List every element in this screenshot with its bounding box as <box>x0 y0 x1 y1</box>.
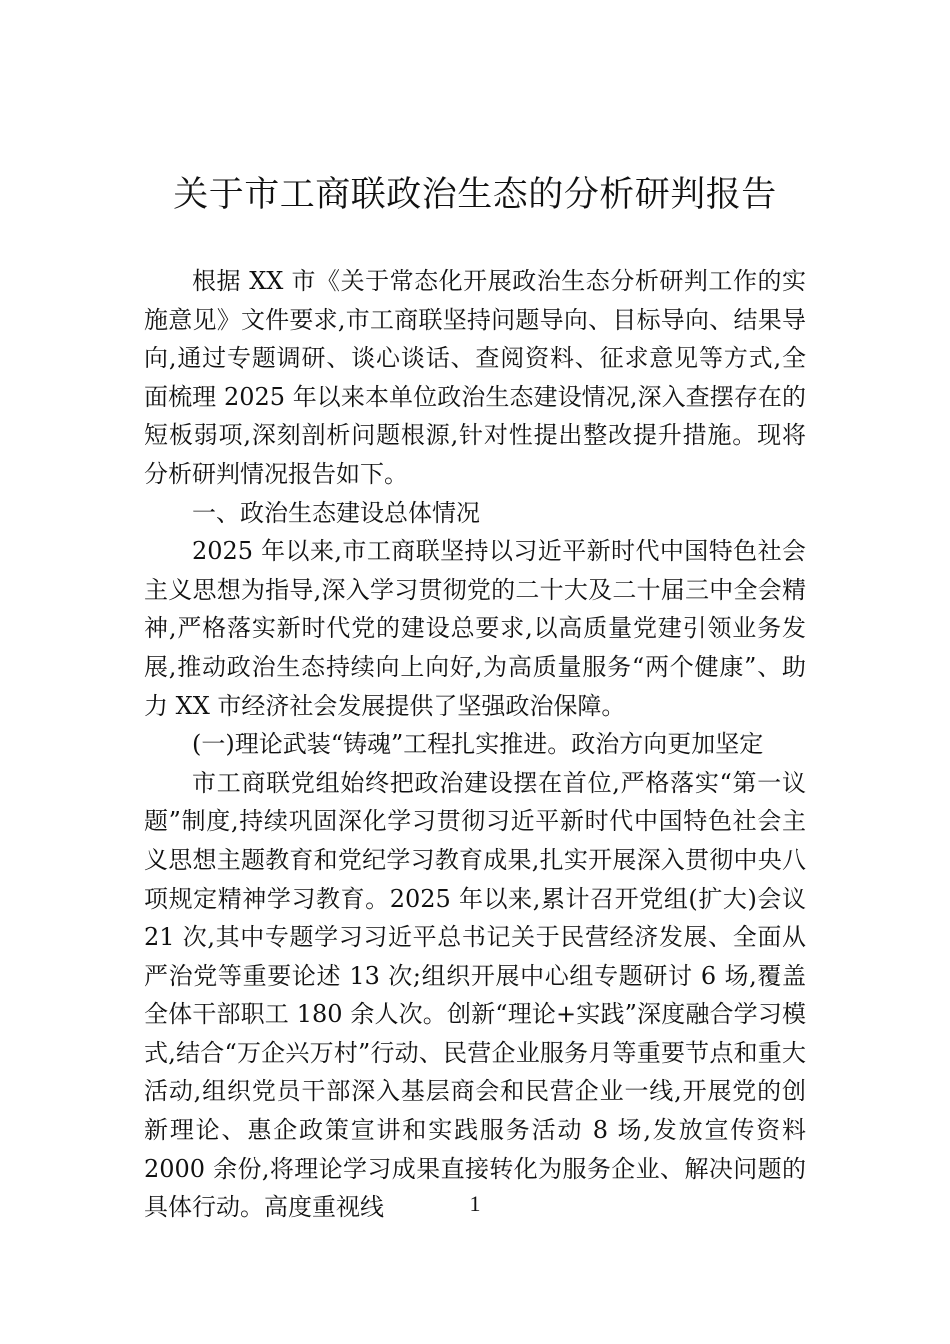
document-title: 关于市工商联政治生态的分析研判报告 <box>173 175 777 215</box>
section-heading-1: 一、政治生态建设总体情况 <box>192 498 480 527</box>
intro-paragraph: 根据 XX 市《关于常态化开展政治生态分析研判工作的实施意见》文件要求,市工商联坚持问题导向、目标导向、结果导向,通过专题调研、谈心谈话、查阅资料、征求意见等方式,全面梳理 2025 年以来本单位政治生态建设情况,深入查摆存在的短板弱项,深刻剖析问题根源,针对性提出整改提升措施。现将分析研判情况报告如下。 <box>144 267 806 488</box>
subsection-heading-1: (一)理论武装“铸魂”工程扎实推进。政治方向更加坚定 <box>192 730 764 759</box>
page-number: 1 <box>469 1191 481 1216</box>
document-body <box>144 262 806 1227</box>
overview-paragraph: 2025 年以来,市工商联坚持以习近平新时代中国特色社会主义思想为指导,深入学习贯彻党的二十大及二十届三中全会精神,严格落实新时代党的建设总要求,以高质量党建引领业务发展,推动政治生态持续向上向好,为高质量服务“两个健康”、助力 XX 市经济社会发展提供了坚强政治保障。 <box>144 537 806 720</box>
theory-paragraph: 市工商联党组始终把政治建设摆在首位,严格落实“第一议题”制度,持续巩固深化学习贯彻习近平新时代中国特色社会主义思想主题教育和党纪学习教育成果,扎实开展深入贯彻中央八项规定精神学习教育。2025 年以来,累计召开党组(扩大)会议 21 次,其中专题学习习近平总书记关于民营经济发展、全面从严治党等重要论述 13 次;组织开展中心组专题研讨 6 场,覆盖全体干部职工 180 余人次。创新“理论+实践”深度融合学习模式,结合“万企兴万村”行动、民营企业服务月等重要节点和重大活动,组织党员干部深入基层商会和民营企业一线,开展党的创新理论、惠企政策宣讲和实践服务活动 8 场,发放宣传资料 2000 余份,将理论学习成果直接转化为服务企业、解决问题的具体行动。高度重视线 <box>144 768 806 1222</box>
